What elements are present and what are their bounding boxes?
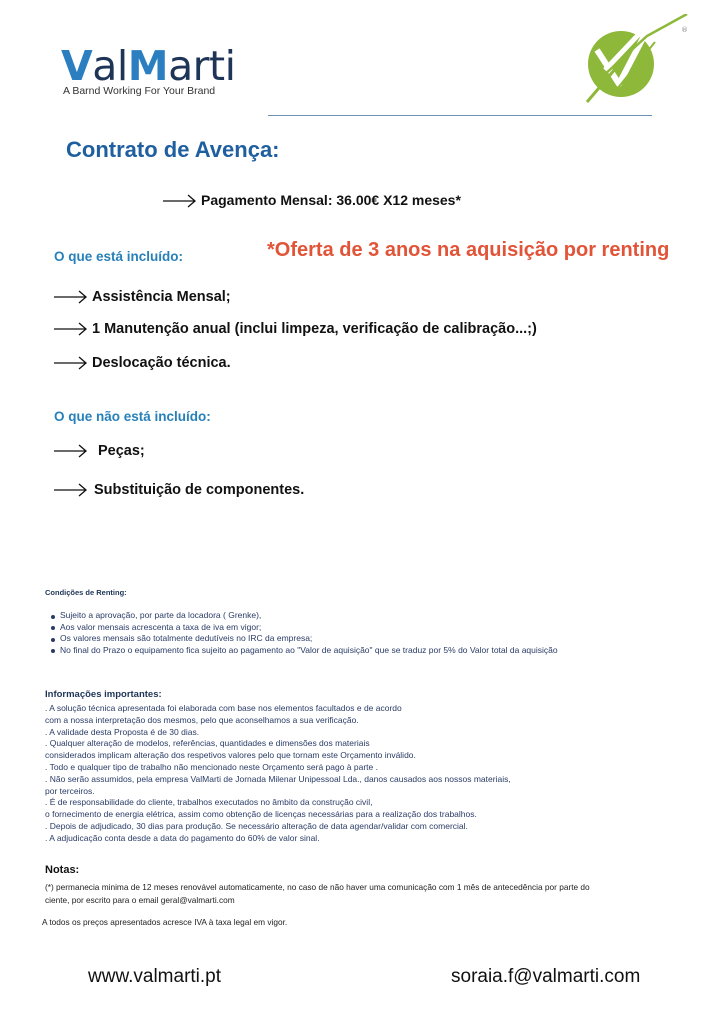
info-line: . Não serão assumidos, pela empresa ValMarti de Jornada Milenar Unipessoal Lda., danos causados aos nossos materiais, bbox=[45, 773, 511, 784]
info-line: por terceiros. bbox=[45, 785, 95, 796]
payment-line: Pagamento Mensal: 36.00€ X12 meses* bbox=[163, 192, 461, 208]
included-item: Deslocação técnica. bbox=[54, 355, 231, 371]
notes-line: ciente, por escrito para o email geral@valmarti.com bbox=[45, 895, 235, 905]
info-line: . A validade desta Proposta é de 30 dias. bbox=[45, 726, 200, 737]
info-text bbox=[45, 703, 511, 845]
excluded-item: Substituição de componentes. bbox=[54, 482, 304, 498]
info-line: o fornecimento de energia elétrica, assim como obtenção de licenças necessárias para a realização dos trabalhos. bbox=[45, 809, 477, 820]
renting-offer: *Oferta de 3 anos na aquisição por renting bbox=[267, 239, 670, 261]
info-line: . Depois de adjudicado, 30 dias para produção. Se necessário alteração de data agendar/validar com comercial. bbox=[45, 820, 468, 831]
info-line: . É de responsabilidade do cliente, trabalhos executados no âmbito da construção civil, bbox=[45, 797, 373, 808]
arrow-right-icon bbox=[54, 356, 88, 370]
info-line: . A solução técnica apresentada foi elaborada com base nos elementos facultados e de acordo bbox=[45, 703, 402, 713]
excluded-item: Peças; bbox=[54, 443, 145, 459]
list-item: Sujeito a aprovação, por parte da locadora ( Grenke), bbox=[51, 610, 558, 622]
iva-note: A todos os preços apresentados acresce IVA à taxa legal em vigor. bbox=[42, 917, 288, 927]
arrow-right-icon bbox=[54, 322, 88, 336]
info-line: com a nossa interpretação dos mesmos, pelo que aconselhamos a sua verificação. bbox=[45, 714, 359, 725]
footer-website: www.valmarti.pt bbox=[88, 966, 222, 987]
renting-conditions-list bbox=[51, 610, 558, 656]
arrow-right-icon bbox=[54, 444, 88, 458]
list-item: Os valores mensais são totalmente dedutíveis no IRC da empresa; bbox=[51, 633, 558, 645]
info-line: . Todo e qualquer tipo de trabalho não mencionado neste Orçamento será pago à parte . bbox=[45, 761, 378, 772]
brand-logo-text: ValMarti bbox=[61, 42, 236, 90]
brand-tagline: A Barnd Working For Your Brand bbox=[63, 85, 216, 97]
arrow-right-icon bbox=[54, 483, 88, 497]
list-item: No final do Prazo o equipamento fica sujeito ao pagamento ao "Valor de aquisição" que se traduz por 5% do Valor total da aquisição bbox=[51, 645, 558, 657]
notes-heading: Notas: bbox=[45, 864, 80, 876]
included-item: Assistência Mensal; bbox=[54, 289, 231, 305]
info-line: . A adjudicação conta desde a data do pagamento do 60% de valor sinal. bbox=[45, 832, 320, 843]
page-title: Contrato de Avença: bbox=[66, 137, 280, 162]
renting-heading: Condições de Renting: bbox=[45, 588, 127, 597]
included-heading: O que está incluído: bbox=[54, 249, 184, 264]
excluded-heading: O que não está incluído: bbox=[54, 409, 211, 424]
info-heading: Informações importantes: bbox=[45, 689, 162, 700]
info-line: considerados implicam alteração dos respetivos valores pelo que tornam este Orçamento inválido. bbox=[45, 750, 416, 761]
included-item: 1 Manutenção anual (inclui limpeza, verificação de calibração...;) bbox=[54, 321, 537, 337]
arrow-right-icon bbox=[163, 194, 197, 208]
footer-email: soraia.f@valmarti.com bbox=[451, 966, 641, 987]
arrow-right-icon bbox=[54, 290, 88, 304]
notes-text bbox=[45, 881, 590, 907]
brand-logo-icon bbox=[583, 14, 695, 106]
header-divider bbox=[268, 115, 652, 116]
list-item: Aos valor mensais acrescenta a taxa de iva em vigor; bbox=[51, 622, 558, 634]
notes-line: (*) permanecia minima de 12 meses renovável automaticamente, no caso de não haver uma comunicação com 1 mês de antecedência por parte do bbox=[45, 882, 590, 892]
registered-mark: ® bbox=[681, 26, 688, 34]
info-line: . Qualquer alteração de modelos, referências, quantidades e dimensões dos materiais bbox=[45, 738, 370, 749]
